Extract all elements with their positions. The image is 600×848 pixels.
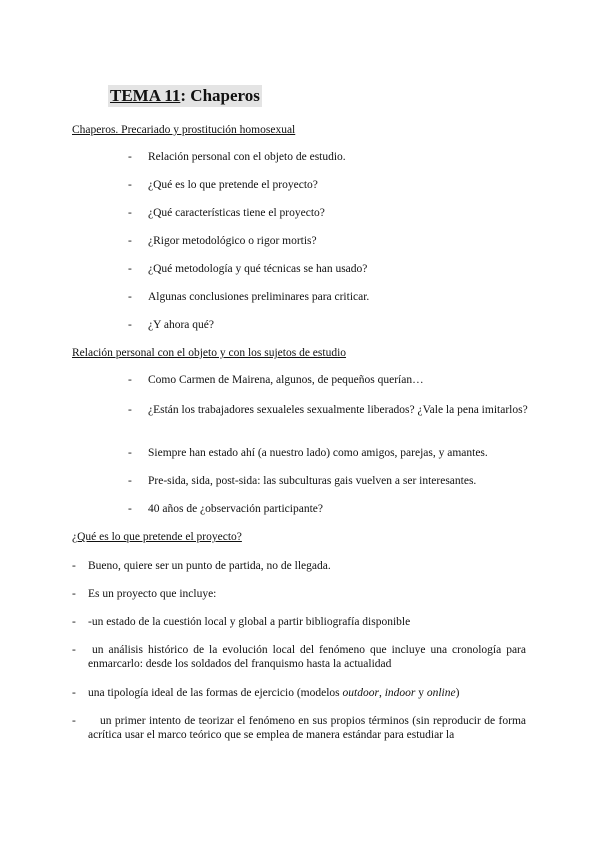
title-topic: TEMA 11 — [110, 86, 181, 105]
section2-heading: Relación personal con el objeto y con los sujetos de estudio — [72, 347, 347, 359]
list-item: - Es un proyecto que incluye: — [72, 588, 217, 600]
list-item: - un primer intento de teorizar el fenómeno en sus propios términos (sin reproducir de forma acrítica usar el marco teórico que se emplea de manera estándar para estudiar la — [72, 715, 526, 741]
list-item: - una tipología ideal de las formas de ejercicio (modelos outdoor, indoor y online) — [72, 687, 460, 699]
list-item: - ¿Qué metodología y qué técnicas se han usado? — [128, 263, 368, 275]
list-item: - ¿Están los trabajadores sexualeles sexualmente liberados? ¿Vale la pena imitarlos? — [128, 404, 528, 416]
title-subject: : Chaperos — [180, 86, 260, 105]
list-item: - un análisis histórico de la evolución local del fenómeno que incluye una cronología para enmarcarlo: desde los soldados del franquismo hasta la actualidad — [72, 644, 526, 670]
list-item: - Siempre han estado ahí (a nuestro lado) como amigos, parejas, y amantes. — [128, 447, 488, 459]
list-item: - ¿Y ahora qué? — [128, 319, 214, 331]
list-item: - Algunas conclusiones preliminares para criticar. — [128, 291, 370, 303]
list-item: - Como Carmen de Mairena, algunos, de pequeños querían… — [128, 374, 424, 386]
list-item: - Pre-sida, sida, post-sida: las subculturas gais vuelven a ser interesantes. — [128, 475, 477, 487]
list-item: - -un estado de la cuestión local y global a partir bibliografía disponible — [72, 616, 411, 628]
list-item: - ¿Rigor metodológico o rigor mortis? — [128, 235, 317, 247]
list-item: - ¿Qué es lo que pretende el proyecto? — [128, 179, 318, 191]
section1-heading: Chaperos. Precariado y prostitución homosexual — [72, 124, 296, 136]
list-item: - ¿Qué características tiene el proyecto? — [128, 207, 325, 219]
model-indoor: indoor — [384, 687, 416, 699]
model-outdoor: outdoor — [342, 687, 379, 699]
list-item: - 40 años de ¿observación participante? — [128, 503, 323, 515]
section3-heading: ¿Qué es lo que pretende el proyecto? — [72, 531, 242, 543]
list-item: - Bueno, quiere ser un punto de partida, no de llegada. — [72, 560, 331, 572]
list-item: - Relación personal con el objeto de estudio. — [128, 151, 346, 163]
model-online: online — [426, 687, 456, 699]
page-title — [108, 85, 262, 107]
